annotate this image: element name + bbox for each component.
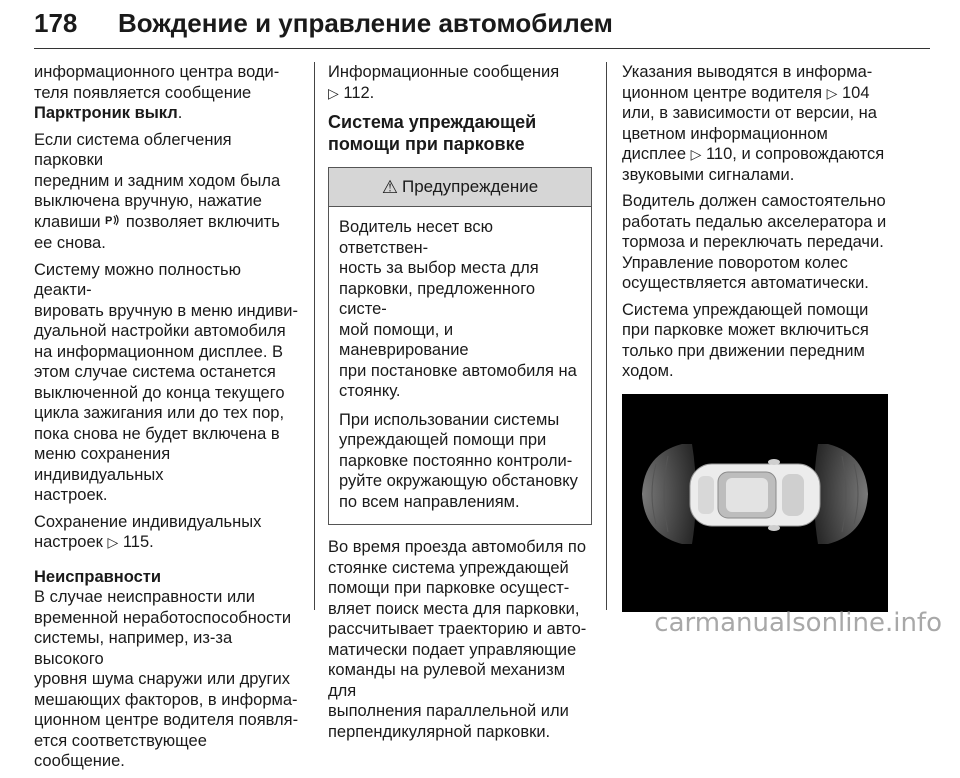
column-middle	[328, 62, 592, 748]
text: , и сопровождаются звуковыми сигналами.	[622, 145, 885, 184]
paragraph	[328, 62, 592, 103]
column-right	[622, 62, 888, 612]
text: Сохранение индивидуальных настроек	[34, 512, 262, 551]
arrow-ref-icon: ▷	[107, 534, 119, 550]
warning-title: Предупреждение	[401, 176, 539, 196]
section-heading: Система упреждающей помощи при парковке	[328, 112, 537, 154]
warning-body	[329, 207, 591, 524]
paragraph	[34, 62, 302, 124]
text: или, в зависимости от версии, на цветном информационном дисплее	[622, 104, 877, 163]
section-heading: Неисправности	[34, 567, 162, 586]
paragraph: При использовании системы упреждающей помощи при парковке постоянно контроли- руйте окружающую обстановку по всем направлениям.	[339, 410, 578, 511]
page-reference[interactable]: 112.	[338, 83, 375, 102]
watermark: carmanualsonline.info	[654, 608, 942, 638]
arrow-ref-icon: ▷	[328, 84, 339, 101]
paragraph: Систему можно полностью деакти- вировать вручную в меню индиви- дуальной настройки автомобиля на информационном дисплее. В этом случае система останется выключенной до конца текущего цикла зажигания или до тех пор, пока снова не будет включена в меню сохранения индивидуальных настроек.	[34, 260, 298, 504]
column-left	[34, 62, 302, 778]
header-rule	[34, 48, 930, 49]
text: Если система облегчения парковки передним и задним ходом была выключена вручную, нажатие клавиши	[34, 130, 281, 231]
page-header	[34, 6, 930, 52]
text: .	[177, 104, 183, 122]
page-title: Вождение и управление автомобилем	[118, 8, 613, 38]
paragraph: Система упреждающей помощи при парковке может включиться только при движении передним ходом.	[622, 300, 869, 380]
text: Указания выводятся в информа- ционном центре водителя	[622, 63, 873, 102]
paragraph: Во время проезда автомобиля по стоянке система упреждающей помощи при парковке осущест- вляет поиск места для парковки, рассчитывает траекторию и авто- матически подает управляющие команды на рулевой механизм для выполнения параллельной или перпендикулярной парковки.	[328, 538, 587, 741]
paragraph	[34, 130, 302, 254]
page-reference[interactable]: 110	[701, 145, 733, 163]
warning-box	[328, 167, 592, 525]
message-name: Парктроник выкл	[34, 104, 178, 122]
page-reference[interactable]: 115.	[118, 533, 154, 551]
arrow-ref-icon: ▷	[826, 84, 838, 101]
text: информационного центра води- теля появляется сообщение	[34, 63, 280, 102]
paragraph: Водитель должен самостоятельно работать педалью акселератора и тормоза и переключать передачи. Управление поворотом колес осуществляется автоматически.	[622, 192, 887, 292]
arrow-ref-icon: ▷	[690, 146, 702, 162]
park-assist-icon	[105, 213, 121, 234]
warning-triangle-icon: ⚠	[381, 176, 398, 197]
paragraph: Водитель несет всю ответствен- ность за выбор места для парковки, предложенного систе- мой помощи, и маневрирование при постановке автомобиля на стоянку.	[339, 218, 577, 400]
page-number: 178	[34, 8, 78, 38]
warning-header	[329, 168, 591, 207]
parking-sensor-illustration	[622, 394, 888, 612]
paragraph	[34, 512, 302, 553]
page-reference[interactable]: 104	[837, 83, 870, 102]
svg-text:P: P	[105, 214, 112, 227]
paragraph	[622, 62, 888, 185]
text: позволяет включить ее снова.	[34, 212, 280, 252]
column-divider	[606, 62, 607, 610]
car-topview-image	[622, 394, 888, 612]
text: Информационные сообщения	[328, 63, 560, 81]
column-divider	[314, 62, 315, 610]
paragraph: В случае неисправности или временной неработоспособности системы, например, из-за высокого уровня шума снаружи или других мешающих факторов, в информа- ционном центре водителя появля- ется соответствующее сообщение.	[34, 588, 299, 770]
